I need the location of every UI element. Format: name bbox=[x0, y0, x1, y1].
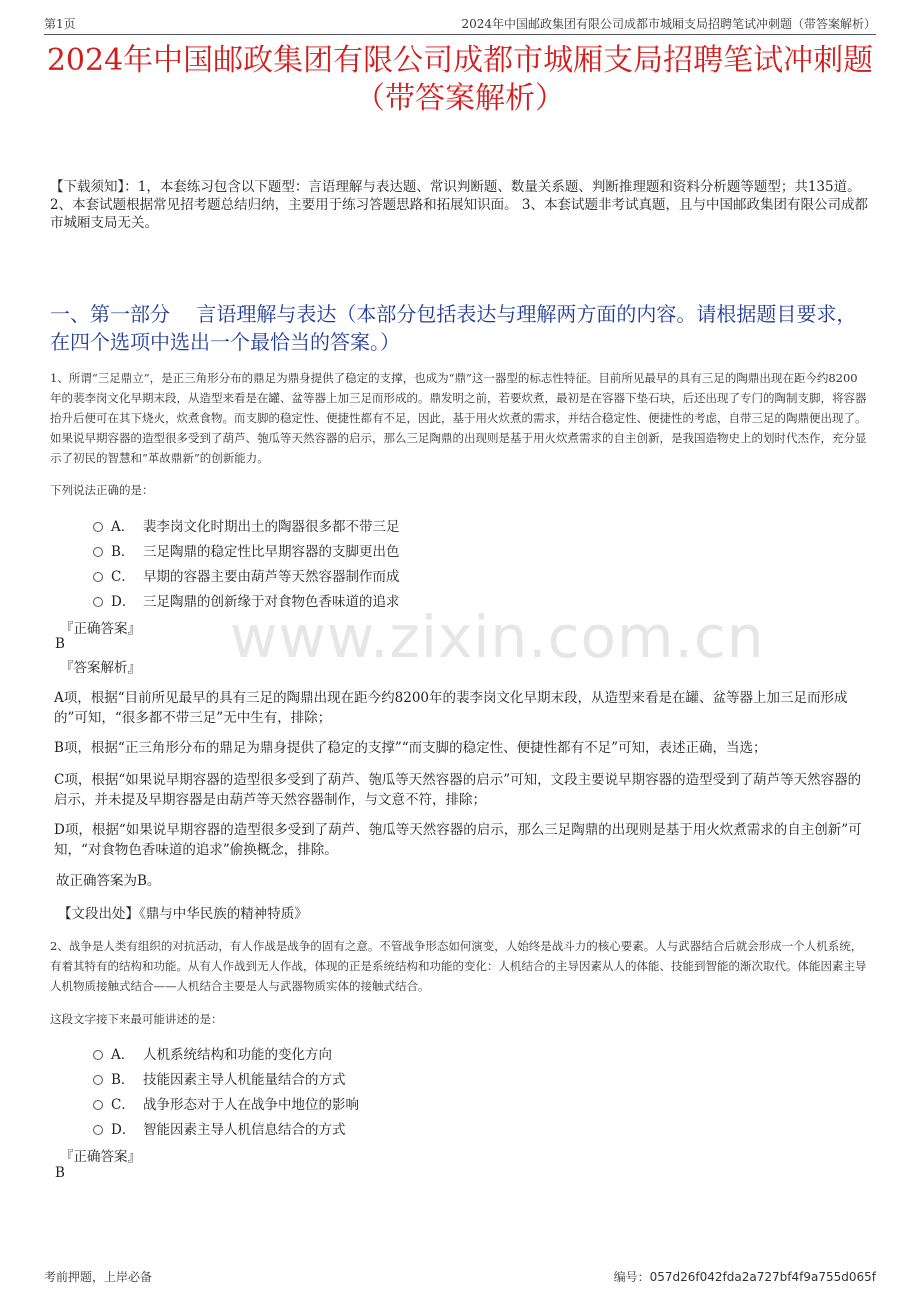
q2-options bbox=[93, 1040, 359, 1140]
q2-passage: 2、战争是人类有组织的对抗活动，有人作战是战争的固有之意。不管战争形态如何演变，人始终是战斗力的核心要素。人与武器结合后就会形成一个人机系统，有着其特有的结构和功能。从有人作战到无人作战，体现的正是系统结构和功能的变化：人机结合的主导因素从人的体能、技能到智能的渐次取代。体能因素主导人机物质接触式结合——人机结合主要是人与武器物质实体的接触式结合。 bbox=[50, 939, 867, 993]
radio-icon[interactable] bbox=[93, 572, 103, 582]
footer-code-wrap bbox=[614, 1268, 876, 1285]
q2-option-d[interactable]: D． 智能因素主导人机信息结合的方式 bbox=[93, 1115, 359, 1140]
download-notice: 【下载须知】：1，本套练习包含以下题型：言语理解与表达题、常识判断题、数量关系题、判断推理题和资料分析题等题型；共135道。 2、本套试题根据常见招考题总结归纳，主要用于练习答题思路和拓展知识面。 3、本套试题非考试真题，且与中国邮政集团有限公司成都市城厢支局无关。 bbox=[50, 179, 868, 231]
q1-analysis-label: 『答案解析』 bbox=[60, 660, 141, 676]
footer-code: 057d26f042fda2a727bf4f9a755d065f bbox=[649, 1270, 876, 1284]
q2-prompt: 这段文字接下来最可能讲述的是： bbox=[50, 1012, 223, 1026]
page-number: 第1页 bbox=[44, 17, 76, 31]
q1-analysis-b: B项，根据“正三角形分布的鼎足为鼎身提供了稳定的支撑”“而支脚的稳定性、便捷性都有不足”可知，表述正确，当选； bbox=[54, 740, 767, 756]
document-title bbox=[30, 42, 890, 118]
q2-option-b[interactable]: B． 技能因素主导人机能量结合的方式 bbox=[93, 1065, 359, 1090]
q1-option-d[interactable]: D． 三足陶鼎的创新缘于对食物色香味道的追求 bbox=[93, 587, 400, 612]
footer-slogan: 考前押题，上岸必备 bbox=[44, 1270, 153, 1284]
q1-analysis-d: D项，根据“如果说早期容器的造型很多受到了葫芦、匏瓜等天然容器的启示，那么三足陶鼎的出现则是基于用火炊煮需求的自主创新”可知，“对食物色香味道的追求”偷换概念，排除。 bbox=[54, 822, 862, 858]
radio-icon[interactable] bbox=[93, 547, 103, 557]
q1-answer-label: 『正确答案』 bbox=[60, 621, 141, 637]
radio-icon[interactable] bbox=[93, 1125, 103, 1135]
watermark: www.zixin.com.cn bbox=[230, 603, 765, 671]
title-line-1: 2024年中国邮政集团有限公司成都市城厢支局招聘笔试冲刺题 bbox=[46, 43, 874, 78]
q1-answer: B bbox=[55, 636, 65, 652]
q1-option-b[interactable]: B． 三足陶鼎的稳定性比早期容器的支脚更出色 bbox=[93, 537, 400, 562]
q1-passage: 1、所谓“三足鼎立”，是正三角形分布的鼎足为鼎身提供了稳定的支撑，也成为“鼎”这一器型的标志性特征。目前所见最早的具有三足的陶鼎出现在距今约8200年的裴李岗文化早期末段，从造型来看是在罐、盆等器上加三足而形成的。鼎发明之前，若要炊煮，最初是在容器下垫石块，后还出现了专门的陶制支脚，将容器抬升后便可在其下烧火，炊煮食物。而支脚的稳定性、便捷性都有不足，因此，基于用火炊煮的需求，并结合稳定性、便捷性的考虑，自带三足的陶鼎便出现了。如果说早期容器的造型很多受到了葫芦、匏瓜等天然容器的启示，那么三足陶鼎的出现则是基于用火炊煮需求的自主创新，是我国造物史上的划时代杰作，充分显示了初民的智慧和“革故鼎新”的创新能力。 bbox=[50, 371, 867, 465]
radio-icon[interactable] bbox=[93, 1050, 103, 1060]
q1-analysis-c: C项，根据“如果说早期容器的造型很多受到了葫芦、匏瓜等天然容器的启示”可知，文段主要说早期容器的造型受到了葫芦等天然容器的启示，并未提及早期容器是由葫芦等天然容器制作，与文意不符，排除； bbox=[54, 772, 862, 808]
q2-option-c[interactable]: C． 战争形态对于人在战争中地位的影响 bbox=[93, 1090, 359, 1115]
radio-icon[interactable] bbox=[93, 1100, 103, 1110]
section-heading: 一、第一部分 言语理解与表达（本部分包括表达与理解两方面的内容。请根据题目要求，在四个选项中选出一个最恰当的答案。） bbox=[50, 302, 857, 354]
q1-option-c[interactable]: C． 早期的容器主要由葫芦等天然容器制作而成 bbox=[93, 562, 400, 587]
radio-icon[interactable] bbox=[93, 522, 103, 532]
q1-conclusion: 故正确答案为B。 bbox=[56, 873, 161, 889]
q1-option-a[interactable]: A． 裴李岗文化时期出土的陶器很多都不带三足 bbox=[93, 512, 400, 537]
page-header bbox=[44, 12, 876, 35]
page-footer bbox=[44, 1268, 876, 1285]
q1-options bbox=[93, 512, 400, 612]
radio-icon[interactable] bbox=[93, 1075, 103, 1085]
footer-code-label: 编号： bbox=[613, 1270, 650, 1284]
radio-icon[interactable] bbox=[93, 597, 103, 607]
title-line-2: （带答案解析） bbox=[355, 81, 565, 116]
q2-answer: B bbox=[55, 1165, 65, 1181]
q2-option-a[interactable]: A． 人机系统结构和功能的变化方向 bbox=[93, 1040, 359, 1065]
q1-analysis-a: A项，根据“目前所见最早的具有三足的陶鼎出现在距今约8200年的裴李岗文化早期末段，从造型来看是在罐、盆等器上加三足而形成的”可知，“很多都不带三足”无中生有，排除； bbox=[54, 690, 848, 726]
q1-prompt: 下列说法正确的是： bbox=[50, 483, 154, 497]
q1-source: 【文段出处】《鼎与中华民族的精神特质》 bbox=[58, 906, 308, 922]
header-doc-title: 2024年中国邮政集团有限公司成都市城厢支局招聘笔试冲刺题（带答案解析） bbox=[461, 17, 876, 31]
q2-answer-label: 『正确答案』 bbox=[60, 1149, 141, 1165]
